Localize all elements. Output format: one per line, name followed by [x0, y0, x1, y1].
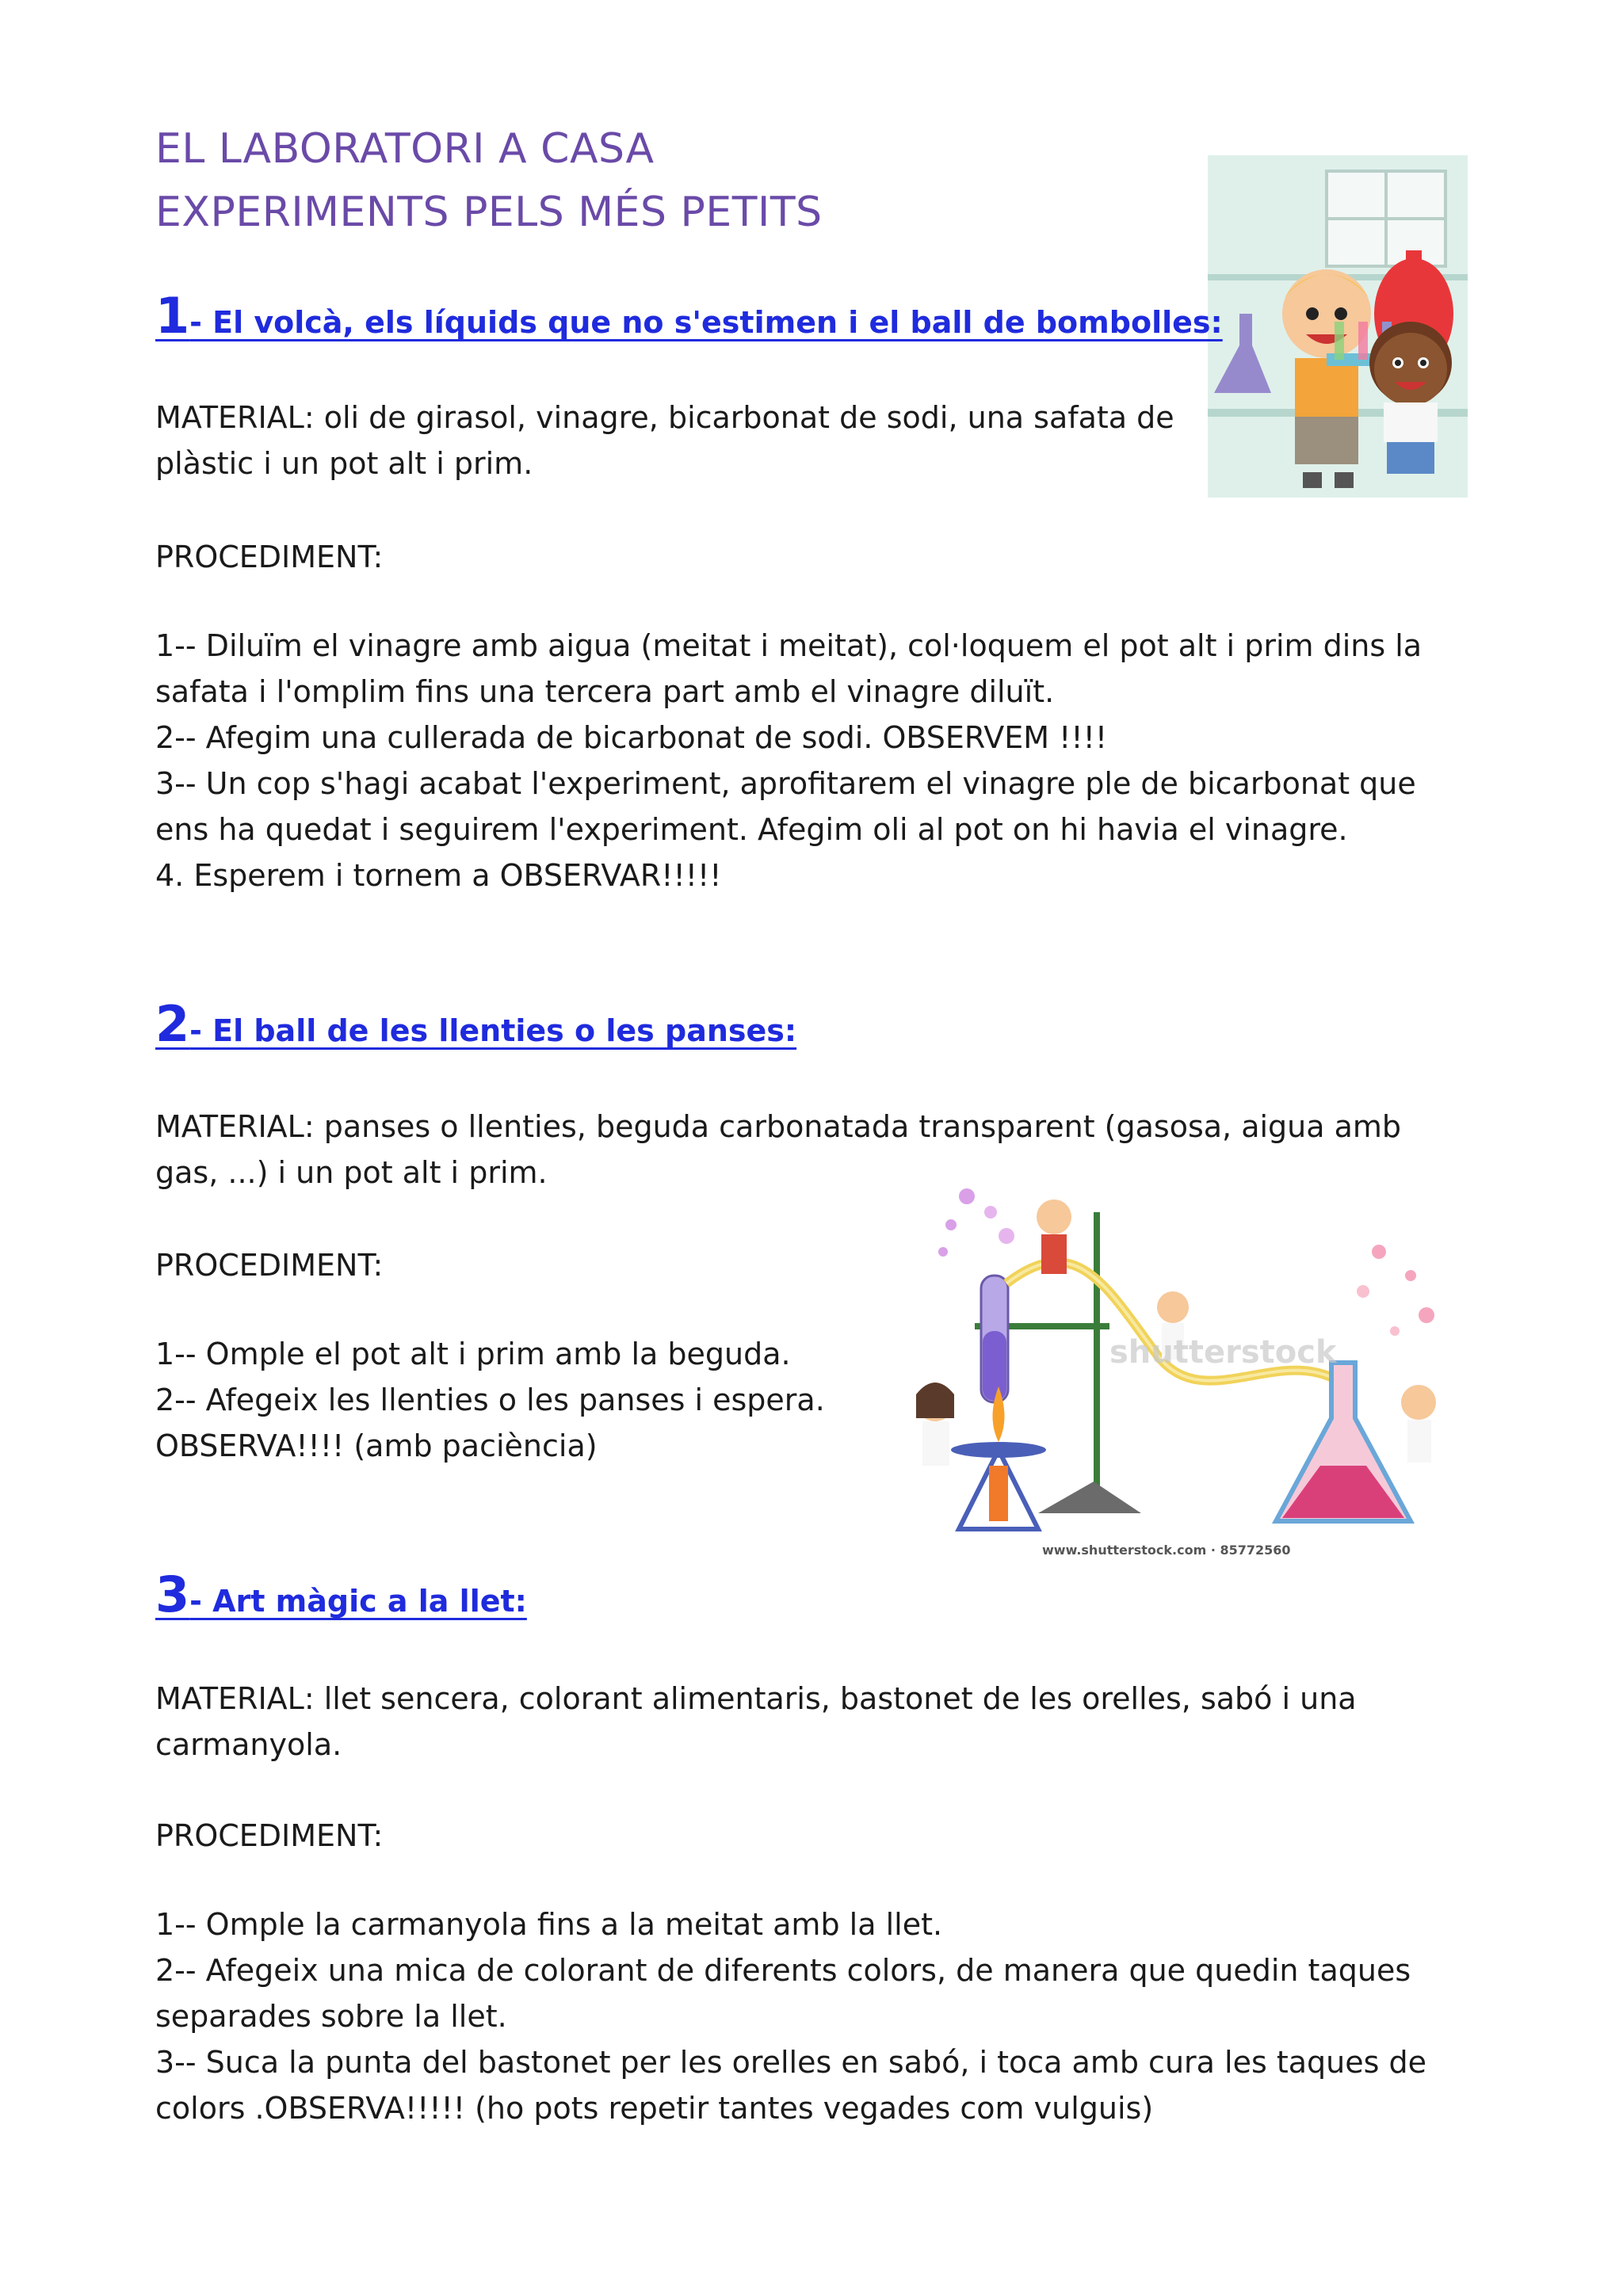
step-line: 1-- Omple el pot alt i prim amb la beguda. — [155, 1337, 791, 1371]
lab-apparatus-illustration — [872, 1180, 1474, 1561]
section-3-number: 3 — [155, 1566, 190, 1623]
step-line: 2-- Afegeix una mica de colorant de diferents colors, de manera que quedin taques — [155, 1953, 1411, 1988]
section-3-material — [155, 1676, 1357, 1768]
material-line: plàstic i un pot alt i prim. — [155, 446, 533, 481]
section-3-heading — [155, 1566, 527, 1623]
title-line-1: EL LABORATORI A CASA — [155, 125, 655, 173]
step-line: 3-- Un cop s'hagi acabat l'experiment, aprofitarem el vinagre ple de bicarbonat que — [155, 766, 1416, 801]
step-line: colors .OBSERVA!!!!! (ho pots repetir tantes vegades com vulguis) — [155, 2091, 1154, 2126]
step-line: 1-- Omple la carmanyola fins a la meitat amb la llet. — [155, 1907, 943, 1942]
section-1-title: - El volcà, els líquids que no s'estimen i el ball de bombolles: — [189, 305, 1223, 340]
material-line: carmanyola. — [155, 1727, 342, 1762]
material-line: MATERIAL: panses o llenties, beguda carbonatada transparent (gasosa, aigua amb — [155, 1109, 1402, 1144]
section-1-heading — [155, 287, 1223, 345]
title-line-2: EXPERIMENTS PELS MÉS PETITS — [155, 189, 823, 236]
section-1-procedure-label: PROCEDIMENT: — [155, 540, 384, 574]
document-title — [155, 117, 823, 244]
step-line: OBSERVA!!!! (amb paciència) — [155, 1428, 598, 1463]
step-line: 3-- Suca la punta del bastonet per les orelles en sabó, i toca amb cura les taques de — [155, 2045, 1426, 2080]
section-2-procedure-label: PROCEDIMENT: — [155, 1248, 384, 1283]
step-line: 4. Esperem i tornem a OBSERVAR!!!!! — [155, 858, 722, 893]
step-line: 2-- Afegeix les llenties o les panses i espera. — [155, 1383, 825, 1417]
section-1-material — [155, 395, 1174, 486]
material-line: MATERIAL: llet sencera, colorant alimentaris, bastonet de les orelles, sabó i una — [155, 1681, 1357, 1716]
step-line: 2-- Afegim una cullerada de bicarbonat de sodi. OBSERVEM !!!! — [155, 720, 1108, 755]
section-2-number: 2 — [155, 995, 190, 1053]
material-line: MATERIAL: oli de girasol, vinagre, bicarbonat de sodi, una safata de — [155, 400, 1174, 435]
kids-lab-illustration — [1208, 155, 1468, 498]
section-3-title: - Art màgic a la llet: — [189, 1584, 527, 1619]
material-line: gas, ...) i un pot alt i prim. — [155, 1155, 548, 1190]
step-line: 1-- Diluïm el vinagre amb aigua (meitat i meitat), col·loquem el pot alt i prim dins la — [155, 628, 1423, 663]
section-1-number: 1 — [155, 287, 190, 345]
section-2-title: - El ball de les llenties o les panses: — [189, 1013, 797, 1048]
section-3-steps — [155, 1901, 1426, 2131]
watermark-text: shutterstock — [1109, 1334, 1337, 1371]
step-line: safata i l'omplim fins una tercera part amb el vinagre diluït. — [155, 674, 1055, 709]
section-1-steps — [155, 623, 1422, 898]
step-line: separades sobre la llet. — [155, 1999, 507, 2034]
section-2-steps — [155, 1331, 825, 1469]
image-caption: www.shutterstock.com · 85772560 — [1042, 1543, 1291, 1558]
section-2-heading — [155, 995, 796, 1053]
step-line: ens ha quedat i seguirem l'experiment. Afegim oli al pot on hi havia el vinagre. — [155, 812, 1348, 847]
section-3-procedure-label: PROCEDIMENT: — [155, 1818, 384, 1853]
